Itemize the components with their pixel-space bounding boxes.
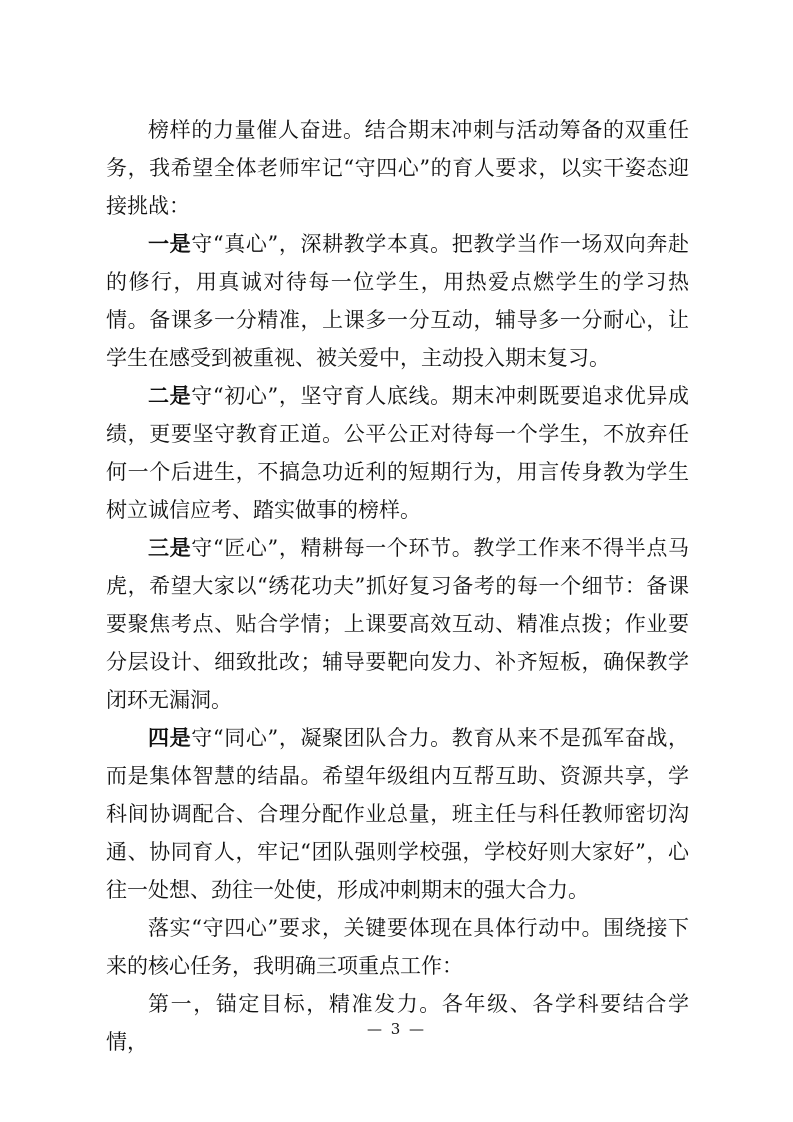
paragraph-point-2 (106, 377, 689, 529)
paragraph-point-3 (106, 529, 689, 719)
paragraph-point-1 (106, 225, 689, 377)
paragraph-text: 守“同心”，凝聚团队合力。教育从来不是孤军奋战，而是集体智慧的结晶。希望年级组内互帮互助、资源共享，学科间协调配合、合理分配作业总量，班主任与科任教师密切沟通、协同育人，牢记“团队强则学校强，学校好则大家好”，心往一处想、劲往一处使，形成冲刺期末的强大合力。 (106, 726, 689, 902)
paragraph-lead: 四是 (148, 725, 192, 750)
page-number: — 3 — (366, 1020, 427, 1038)
paragraph-point-4 (106, 719, 689, 909)
paragraph-text: 守“真心”，深耕教学本真。把教学当作一场双向奔赴的修行，用真诚对待每一位学生，用热爱点燃学生的学习热情。备课多一分精准，上课多一分互动，辅导多一分耐心，让学生在感受到被重视、被关爱中，主动投入期末复习。 (106, 232, 689, 370)
paragraph-lead: 二是 (148, 383, 192, 408)
paragraph-text: 落实“守四心”要求，关键要体现在具体行动中。围绕接下来的核心任务，我明确三项重点工作： (106, 916, 689, 978)
paragraph-intro (106, 111, 689, 225)
paragraph-text: 榜样的力量催人奋进。结合期末冲刺与活动筹备的双重任务，我希望全体老师牢记“守四心”的育人要求，以实干姿态迎接挑战： (106, 118, 689, 218)
paragraph-transition (106, 909, 689, 985)
document-body (106, 111, 689, 1061)
paragraph-text: 第一，锚定目标，精准发力。各年级、各学科要结合学情， (106, 992, 689, 1054)
paragraph-lead: 一是 (148, 231, 192, 256)
paragraph-text: 守“匠心”，精耕每一个环节。教学工作来不得半点马虎，希望大家以“绣花功夫”抓好复习备考的每一个细节：备课要聚焦考点、贴合学情；上课要高效互动、精准点拨；作业要分层设计、细致批改；辅导要靶向发力、补齐短板，确保教学闭环无漏洞。 (106, 536, 689, 712)
paragraph-lead: 三是 (148, 535, 192, 560)
paragraph-text: 守“初心”，坚守育人底线。期末冲刺既要追求优异成绩，更要坚守教育正道。公平公正对待每一个学生，不放弃任何一个后进生，不搞急功近利的短期行为，用言传身教为学生树立诚信应考、踏实做事的榜样。 (106, 384, 689, 522)
